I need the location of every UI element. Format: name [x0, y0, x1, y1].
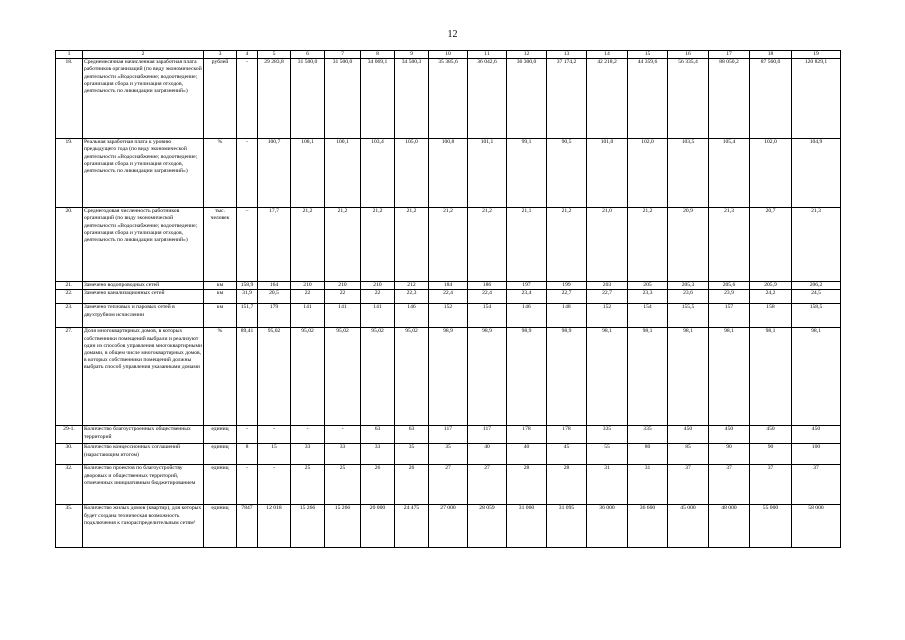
value-cell: 33 — [361, 444, 395, 465]
value-cell: 205,3 — [668, 282, 709, 290]
value-cell: 24,2 — [750, 290, 792, 304]
value-cell: 36 300,0 — [507, 59, 547, 139]
value-cell: 101,0 — [587, 139, 628, 208]
value-cell: 152 — [429, 304, 468, 328]
value-cell: - — [237, 59, 258, 139]
value-cell: 20,5 — [258, 290, 291, 304]
value-cell: 154 — [628, 304, 668, 328]
table-row — [56, 282, 841, 290]
value-cell: 21,2 — [628, 208, 668, 282]
row-number: 20. — [56, 208, 83, 282]
value-cell: 105,0 — [395, 139, 429, 208]
value-cell: - — [237, 465, 258, 505]
column-number: 2 — [83, 51, 204, 59]
value-cell: – — [237, 208, 258, 282]
value-cell: 203 — [587, 282, 628, 290]
value-cell: 12 018 — [258, 505, 291, 548]
value-cell: 104,9 — [792, 139, 841, 208]
value-cell: 28 059 — [468, 505, 507, 548]
value-cell: 21,3 — [709, 208, 750, 282]
value-cell: 31 000 — [507, 505, 547, 548]
value-cell: 55 — [587, 444, 628, 465]
column-number: 9 — [395, 51, 429, 59]
value-cell: 45 — [547, 444, 587, 465]
value-cell: 335 — [628, 426, 668, 444]
unit: рублей — [204, 59, 237, 139]
indicator-name: Замечено канализационных сетей — [83, 290, 204, 304]
value-cell: 95,02 — [361, 328, 395, 426]
value-cell: 7847 — [237, 505, 258, 548]
value-cell: 98,1 — [587, 328, 628, 426]
value-cell: 199 — [547, 282, 587, 290]
value-cell: 48 000 — [709, 505, 750, 548]
value-cell: 95,02 — [395, 328, 429, 426]
column-number: 10 — [429, 51, 468, 59]
value-cell: 100 — [792, 444, 841, 465]
value-cell: 37 174,2 — [547, 59, 587, 139]
indicator-name: Доля многоквартирных домов, в которых собственники помещений выбрали и реализуют один из способов управления многоквартирными домами, в общем числе многоквартирных домов, в которых собственники помещений должны выбрать способ управления указанными домами — [83, 328, 204, 426]
value-cell: 22 — [291, 290, 325, 304]
value-cell: 36 042,6 — [468, 59, 507, 139]
value-cell: 184 — [429, 282, 468, 290]
value-cell: 100,7 — [258, 139, 291, 208]
value-cell: 158 — [750, 304, 792, 328]
unit: % — [204, 328, 237, 426]
row-number: 19. — [56, 139, 83, 208]
value-cell: 34 069,1 — [361, 59, 395, 139]
table-row — [56, 59, 841, 139]
value-cell: 335 — [587, 426, 628, 444]
unit: единиц — [204, 505, 237, 548]
value-cell: 102,0 — [628, 139, 668, 208]
indicator-name: Количество благоустроенных общественных территорий — [83, 426, 204, 444]
value-cell: 100,8 — [429, 139, 468, 208]
value-cell: 56 335,4 — [668, 59, 709, 139]
value-cell: 31 500,0 — [325, 59, 361, 139]
value-cell: 210 — [291, 282, 325, 290]
value-cell: 158,5 — [792, 304, 841, 328]
value-cell: 40 — [468, 444, 507, 465]
value-cell: 20,7 — [750, 208, 792, 282]
value-cell: 95,02 — [325, 328, 361, 426]
value-cell: 179 — [258, 304, 291, 328]
value-cell: 21,2 — [291, 208, 325, 282]
value-cell: 31,9 — [237, 290, 258, 304]
value-cell: 99,1 — [507, 139, 547, 208]
column-number: 17 — [709, 51, 750, 59]
value-cell: - — [291, 426, 325, 444]
value-cell: 98,1 — [628, 328, 668, 426]
column-number: 18 — [750, 51, 792, 59]
value-cell: 102,0 — [750, 139, 792, 208]
value-cell: 35 — [395, 444, 429, 465]
unit: единиц — [204, 444, 237, 465]
value-cell: 25 — [291, 465, 325, 505]
value-cell: 24,5 — [792, 290, 841, 304]
value-cell: 210 — [361, 282, 395, 290]
row-number: 23. — [56, 304, 83, 328]
value-cell: 45 000 — [668, 505, 709, 548]
value-cell: 37 — [709, 465, 750, 505]
row-number: 18. — [56, 59, 83, 139]
table-row — [56, 304, 841, 328]
column-number: 15 — [628, 51, 668, 59]
value-cell: 21,2 — [468, 208, 507, 282]
value-cell: 29 283,8 — [258, 59, 291, 139]
value-cell: 15 — [258, 444, 291, 465]
unit: единиц — [204, 465, 237, 505]
page-number: 12 — [447, 29, 458, 40]
column-number: 16 — [668, 51, 709, 59]
value-cell: 90,5 — [547, 139, 587, 208]
column-number: 12 — [507, 51, 547, 59]
value-cell: 36 000 — [587, 505, 628, 548]
value-cell: 103,4 — [361, 139, 395, 208]
value-cell: 21,2 — [547, 208, 587, 282]
column-number: 6 — [291, 51, 325, 59]
value-cell: 154 — [468, 304, 507, 328]
value-cell: 89,41 — [237, 328, 258, 426]
value-cell: 22 — [325, 290, 361, 304]
column-number: 3 — [204, 51, 237, 59]
value-cell: 178 — [547, 426, 587, 444]
value-cell: 98,1 — [668, 328, 709, 426]
value-cell: 90 — [750, 444, 792, 465]
value-cell: 155,5 — [668, 304, 709, 328]
indicator-name: Количество жилых домов (квартир), для которых будет создана техническая возможность подключения к газораспределительным сетям¹ — [83, 505, 204, 548]
value-cell: 205 — [628, 282, 668, 290]
value-cell: 63 — [395, 426, 429, 444]
value-cell: 164 — [258, 282, 291, 290]
value-cell: 80 — [628, 444, 668, 465]
header-row — [56, 51, 841, 59]
column-number: 11 — [468, 51, 507, 59]
table-row — [56, 444, 841, 465]
indicator-name: Среднегодовая численность работников организаций (по виду экономической деятельности «Водоснабжение; водоотведение; организация сбора и утилизация отходов, деятельность по ликвидации загрязнений») — [83, 208, 204, 282]
value-cell: 31 095 — [547, 505, 587, 548]
value-cell: 450 — [668, 426, 709, 444]
value-cell: 98,1 — [792, 328, 841, 426]
value-cell: 44 359,6 — [628, 59, 668, 139]
value-cell: 152 — [587, 304, 628, 328]
value-cell: 63 — [361, 426, 395, 444]
value-cell: 98,9 — [429, 328, 468, 426]
indicator-name: Реальная заработная плата к уровню предыдущего года (по виду экономической деятельности «Водоснабжение; водоотведение; организация сбора и утилизация отходов, деятельность по ликвидации загрязнений») — [83, 139, 204, 208]
value-cell: 40 — [507, 444, 547, 465]
value-cell: 27 — [429, 465, 468, 505]
value-cell: 20,9 — [668, 208, 709, 282]
value-cell: 197 — [507, 282, 547, 290]
indicator-name: Среднемесячная начисленная заработная плата работников организаций (по виду экономической деятельности «Водоснабжение; водоотведение; организация сбора и утилизация отходов, деятельность по ликвидации загрязнений») — [83, 59, 204, 139]
value-cell: 95,02 — [291, 328, 325, 426]
table-row — [56, 505, 841, 548]
column-number: 8 — [361, 51, 395, 59]
value-cell: 23,3 — [628, 290, 668, 304]
value-cell: - — [237, 426, 258, 444]
value-cell: 23,6 — [668, 290, 709, 304]
value-cell: 148 — [547, 304, 587, 328]
unit: км — [204, 282, 237, 290]
value-cell: 35 385,6 — [429, 59, 468, 139]
column-number: 19 — [792, 51, 841, 59]
value-cell: 22,7 — [547, 290, 587, 304]
value-cell: 33 — [325, 444, 361, 465]
value-cell: 85 — [668, 444, 709, 465]
value-cell: 146 — [395, 304, 429, 328]
indicators-table — [55, 50, 841, 548]
value-cell: 34 500,3 — [395, 59, 429, 139]
indicator-name: Замечено водопроводных сетей — [83, 282, 204, 290]
value-cell: 20 000 — [361, 505, 395, 548]
value-cell: 117 — [429, 426, 468, 444]
value-cell: - — [237, 139, 258, 208]
value-cell: 98,1 — [750, 328, 792, 426]
value-cell: 22,7 — [587, 290, 628, 304]
value-cell: 98,9 — [468, 328, 507, 426]
value-cell: 212 — [395, 282, 429, 290]
value-cell: 21,2 — [429, 208, 468, 282]
column-number: 14 — [587, 51, 628, 59]
table-row — [56, 139, 841, 208]
row-number: 22. — [56, 290, 83, 304]
value-cell: 22,4 — [468, 290, 507, 304]
value-cell: 450 — [750, 426, 792, 444]
value-cell: 117 — [468, 426, 507, 444]
value-cell: 23,9 — [709, 290, 750, 304]
unit: единиц — [204, 426, 237, 444]
value-cell: 98,9 — [547, 328, 587, 426]
row-number: 32. — [56, 465, 83, 505]
value-cell: 141 — [325, 304, 361, 328]
value-cell: 25 — [325, 465, 361, 505]
value-cell: 205,6 — [709, 282, 750, 290]
table-row — [56, 426, 841, 444]
value-cell: 31 — [628, 465, 668, 505]
table-row — [56, 328, 841, 426]
value-cell: 95,02 — [258, 328, 291, 426]
value-cell: 120 829,1 — [792, 59, 841, 139]
value-cell: 27 000 — [429, 505, 468, 548]
value-cell: 88 050,2 — [709, 59, 750, 139]
value-cell: 15 266 — [325, 505, 361, 548]
value-cell: 178 — [507, 426, 547, 444]
value-cell: - — [325, 426, 361, 444]
value-cell: 27 — [468, 465, 507, 505]
indicator-name: Количество проектов по благоустройству дворовых и общественных территорий, отмеченных инициативным бюджетированием — [83, 465, 204, 505]
value-cell: - — [258, 465, 291, 505]
value-cell: 26 — [395, 465, 429, 505]
value-cell: 58 000 — [792, 505, 841, 548]
value-cell: 157 — [709, 304, 750, 328]
value-cell: 31 — [587, 465, 628, 505]
value-cell: 21,1 — [507, 208, 547, 282]
value-cell: 42 218,2 — [587, 59, 628, 139]
column-number: 4 — [237, 51, 258, 59]
value-cell: 103,5 — [668, 139, 709, 208]
value-cell: 205,9 — [750, 282, 792, 290]
value-cell: 158,9 — [237, 282, 258, 290]
value-cell: 87 560,0 — [750, 59, 792, 139]
value-cell: 146 — [507, 304, 547, 328]
value-cell: 21,2 — [361, 208, 395, 282]
value-cell: 33 — [291, 444, 325, 465]
value-cell: 98,9 — [507, 328, 547, 426]
value-cell: 24 475 — [395, 505, 429, 548]
value-cell: 8 — [237, 444, 258, 465]
column-number: 13 — [547, 51, 587, 59]
value-cell: 210 — [325, 282, 361, 290]
column-number: 7 — [325, 51, 361, 59]
value-cell: 23,4 — [507, 290, 547, 304]
value-cell: 98,1 — [709, 328, 750, 426]
value-cell: 37 — [668, 465, 709, 505]
value-cell: 206,2 — [792, 282, 841, 290]
value-cell: 105,4 — [709, 139, 750, 208]
value-cell: 35 — [429, 444, 468, 465]
table-row — [56, 465, 841, 505]
value-cell: 37 — [750, 465, 792, 505]
unit: км — [204, 290, 237, 304]
value-cell: 31 500,0 — [291, 59, 325, 139]
unit: тыс. человек — [204, 208, 237, 282]
value-cell: 22,3 — [395, 290, 429, 304]
unit: % — [204, 139, 237, 208]
value-cell: 15 266 — [291, 505, 325, 548]
value-cell: 21,0 — [587, 208, 628, 282]
value-cell: 26 — [361, 465, 395, 505]
value-cell: 21,2 — [395, 208, 429, 282]
value-cell: 450 — [792, 426, 841, 444]
value-cell: 101,1 — [468, 139, 507, 208]
value-cell: 36 600 — [628, 505, 668, 548]
value-cell: 55 000 — [750, 505, 792, 548]
value-cell: 28 — [507, 465, 547, 505]
value-cell: 37 — [792, 465, 841, 505]
value-cell: 28 — [547, 465, 587, 505]
row-number: 29-1. — [56, 426, 83, 444]
value-cell: - — [258, 426, 291, 444]
value-cell: 90 — [709, 444, 750, 465]
value-cell: 151,7 — [237, 304, 258, 328]
row-number: 35. — [56, 505, 83, 548]
row-number: 21. — [56, 282, 83, 290]
row-number: 30. — [56, 444, 83, 465]
value-cell: 17,7 — [258, 208, 291, 282]
value-cell: 21,2 — [325, 208, 361, 282]
value-cell: 100,1 — [325, 139, 361, 208]
value-cell: 108,1 — [291, 139, 325, 208]
value-cell: 186 — [468, 282, 507, 290]
value-cell: 22,4 — [429, 290, 468, 304]
table-row — [56, 290, 841, 304]
column-number: 1 — [56, 51, 83, 59]
value-cell: 141 — [291, 304, 325, 328]
value-cell: 450 — [709, 426, 750, 444]
column-number: 5 — [258, 51, 291, 59]
value-cell: 21,3 — [792, 208, 841, 282]
unit: км — [204, 304, 237, 328]
indicator-name: Замечено тепловых и паровых сетей в двухтрубном исчислении — [83, 304, 204, 328]
row-number: 27. — [56, 328, 83, 426]
table-row — [56, 208, 841, 282]
indicator-name: Количество концессионных соглашений (нарастающим итогом) — [83, 444, 204, 465]
value-cell: 22 — [361, 290, 395, 304]
value-cell: 141 — [361, 304, 395, 328]
